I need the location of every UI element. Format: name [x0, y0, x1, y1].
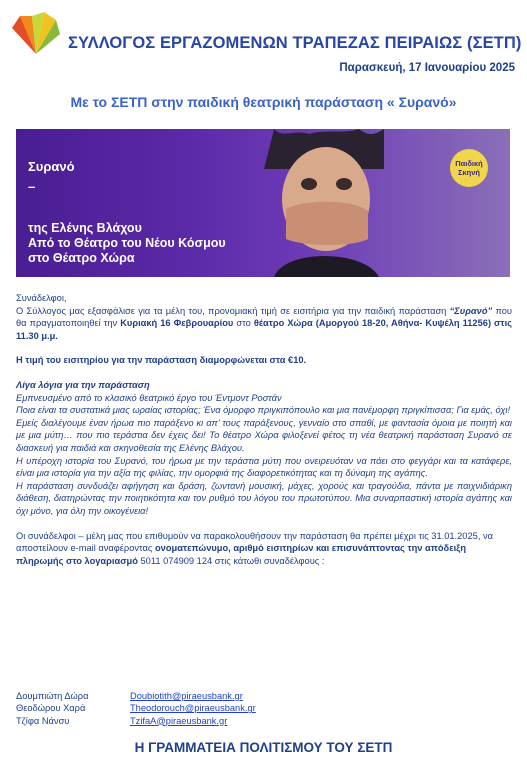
contact-name: Τζίφα Νάνσυ — [16, 715, 70, 726]
union-logo-icon — [10, 8, 62, 58]
banner-title: Συρανό — [28, 159, 75, 174]
closing-requirements: ονοματεπώνυμο, αριθμό εισιτηρίων και επισυνάπτοντας την απόδειξη πληρωμής στο λογαριασμό — [16, 543, 467, 566]
letter-body — [16, 292, 512, 567]
about-line-5: Η παράσταση συνδυάζει αφήγηση και δράση, ζωντανή μουσική, μάχες, χορούς και τραγούδια, πάντα με παιχνιδιάρικη διάθεση, διατηρώντας την ποιητικότητα και τον ρυθμό του λόγου του πρωτοτύπου. Μια συναρπαστική ιστορία αγάπης και όχι μόνο, για όλη την οικογένεια! — [16, 480, 512, 516]
banner-line-author: της Ελένης Βλάχου — [28, 221, 142, 235]
contact-row — [16, 702, 256, 714]
venue-details: θέατρο Χώρα (Αμοργού 18-20, Αθήνα- Κυψέλη 11256) στις 11.30 μ.μ. — [16, 318, 512, 341]
about-line-1: Εμπνευσμένο από το κλασικό θεατρικό έργο του Έντμοντ Ροστάν — [16, 392, 282, 403]
closing-paragraph — [16, 530, 512, 568]
contact-row — [16, 690, 256, 702]
about-line-3: Εμείς διαλέγουμε έναν ήρωα πιο παράξενο κι απ’ τους παράξενους, γενναίο στο σπαθί, με φαντασία όμοια με ποιητή και με μια μύτη… που πιο τεράστια δεν έχεις δει! Το θέατρο Χώρα φιλοξενεί φέτος τη νέα θεατρική παράσταση Συρανό σε διασκευή για παιδιά και σκηνοθεσία της Ελένης Βλάχου. — [16, 417, 512, 453]
intro-text-3: στο — [233, 318, 254, 329]
about-line-4: Η υπέροχη ιστορία του Συρανό, του ήρωα με την τεράστια μύτη που ονειρευόταν να πάει στο φεγγάρι και τα κατάφερε, είναι μια ιστορία για την αξία της φιλίας, την ομορφιά της διαφορετικότητας και τη δύναμη της αγάπης. — [16, 455, 512, 479]
contact-email-link[interactable]: Theodorouch@piraeusbank.gr — [130, 703, 256, 714]
about-line-2: Ποια είναι τα συστατικά μιας ωραίας ιστορίας; Ένα όμορφο πριγκιπόπουλο και μια πανέμορφη πριγκίπισσα; Για εμάς, όχι! — [16, 405, 511, 416]
letter-date: Παρασκευή, 17 Ιανουαρίου 2025 — [339, 62, 515, 74]
badge-line-2: Σκηνή — [457, 168, 480, 177]
banner-line-company: Από το Θέατρο του Νέου Κόσμου — [28, 236, 226, 250]
contact-row — [16, 715, 256, 727]
banner-credits — [28, 221, 226, 266]
play-title: “Συρανό” — [449, 305, 493, 316]
childrens-stage-badge — [450, 149, 488, 187]
greeting: Συνάδελφοι, — [16, 293, 67, 303]
subject-line: Με το ΣΕΤΠ στην παιδική θεατρική παράσταση « Συρανό» — [70, 94, 457, 110]
banner-line-venue: στο Θέατρο Χώρα — [28, 251, 135, 265]
contact-name: Δουμπιώτη Δώρα — [16, 691, 89, 701]
ticket-price: Η τιμή του εισιτηρίου για την παράσταση διαμορφώνεται στα €10. — [16, 355, 307, 366]
intro-text-2: που θα πραγματοποιηθεί την — [16, 305, 512, 329]
event-banner — [16, 129, 510, 277]
about-heading: Λίγα λόγια για την παράσταση — [16, 379, 150, 390]
performer-photo — [264, 129, 384, 277]
contact-list — [16, 690, 256, 727]
badge-line-1: Παιδική — [455, 159, 483, 168]
contact-email-link[interactable]: TzifaA@piraeusbank.gr — [130, 715, 228, 726]
contact-email-link[interactable]: Doubiotith@piraeusbank.gr — [130, 691, 243, 701]
signature-footer: Η ΓΡΑΜΜΑΤΕΙΑ ΠΟΛΙΤΙΣΜΟΥ ΤΟΥ ΣΕΤΠ — [134, 740, 393, 755]
letterhead — [10, 8, 520, 58]
closing-text: Οι συνάδελφοι – μέλη μας που επιθυμούν να παρακολουθήσουν την παράσταση θα πρέπει μέχρι τις 31.01.2025, να αποστείλουν e-mail αναφέροντας — [16, 530, 494, 554]
closing-text-2: 5011 074909 124 στις κάτωθι συναδέλφους : — [137, 555, 325, 566]
intro-text: Ο Σύλλογος μας εξασφάλισε για τα μέλη του, προνομιακή τιμή σε εισιτήρια για την παιδική παράσταση — [16, 305, 450, 316]
intro-paragraph — [16, 305, 512, 343]
contact-name: Θεοδώρου Χαρά — [16, 703, 86, 714]
banner-dash: – — [28, 179, 36, 194]
performance-date: Κυριακή 16 Φεβρουαρίου — [120, 318, 234, 329]
organization-name: ΣΥΛΛΟΓΟΣ ΕΡΓΑΖΟΜΕΝΩΝ ΤΡΑΠΕΖΑΣ ΠΕΙΡΑΙΩΣ (ΣΕΤΠ) — [68, 34, 522, 52]
